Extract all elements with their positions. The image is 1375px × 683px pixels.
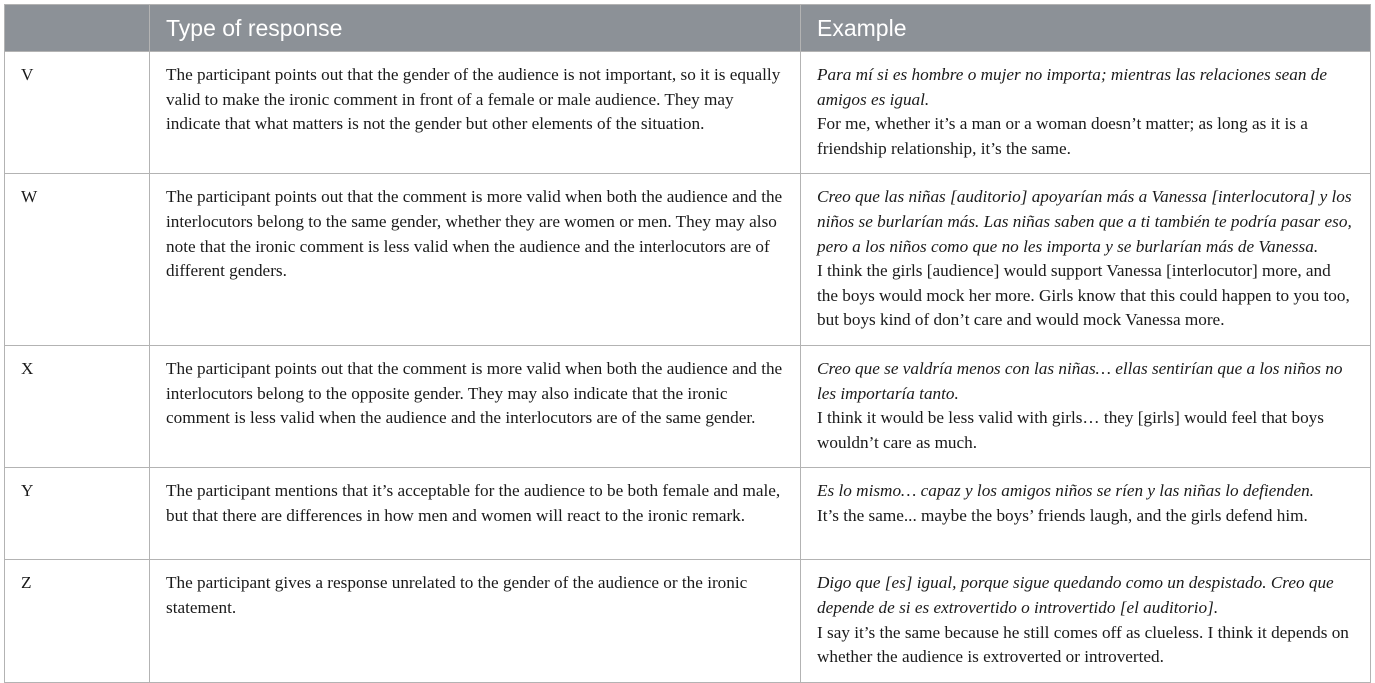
example-english: For me, whether it’s a man or a woman doesn’t matter; as long as it is a friendship relationship, it’s the same. <box>817 114 1308 158</box>
table-row <box>5 52 1371 174</box>
table-row <box>5 345 1371 467</box>
row-type: The participant points out that the comment is more valid when both the audience and the interlocutors belong to the opposite gender. They may also indicate that the ironic comment is less valid when the audience and the interlocutors are of the same gender. <box>150 345 801 467</box>
header-row <box>5 5 1371 52</box>
example-spanish: Creo que se valdría menos con las niñas… ellas sentirían que a los niños no les importaría tanto. <box>817 358 1343 403</box>
row-code: W <box>5 174 150 346</box>
table-row <box>5 560 1371 682</box>
row-code: V <box>5 52 150 174</box>
example-spanish: Es lo mismo… capaz y los amigos niños se ríen y las niñas lo defienden. <box>817 481 1314 501</box>
table-row <box>5 468 1371 560</box>
row-type: The participant gives a response unrelated to the gender of the audience or the ironic statement. <box>150 560 801 682</box>
example-spanish: Para mí si es hombre o mujer no importa; mientras las relaciones sean de amigos es igual. <box>817 65 1328 109</box>
example-english: I think the girls [audience] would support Vanessa [interlocutor] more, and the boys would mock her more. Girls know that this could happen to you too, but boys kind of don’t care and would mock Vanessa more. <box>817 261 1350 330</box>
row-example <box>801 52 1371 174</box>
row-example <box>801 468 1371 560</box>
example-spanish: Creo que las niñas [auditorio] apoyarían más a Vanessa [interlocutora] y los niños se burlarían más. Las niñas saben que a ti también te podría pasar eso, pero a los niños como que no les importa y se burlarían más de Vanessa. <box>817 187 1352 256</box>
row-code: Z <box>5 560 150 682</box>
row-type: The participant points out that the comment is more valid when both the audience and the interlocutors belong to the same gender, whether they are women or men. They may also note that the ironic comment is less valid when the audience and the interlocutors are of different genders. <box>150 174 801 346</box>
header-example: Example <box>801 5 1371 52</box>
example-english: It’s the same... maybe the boys’ friends laugh, and the girls defend him. <box>817 505 1308 525</box>
table-body <box>5 52 1371 683</box>
table-header <box>5 5 1371 52</box>
row-code: X <box>5 345 150 467</box>
row-type: The participant mentions that it’s acceptable for the audience to be both female and male, but that there are differences in how men and women will react to the ironic remark. <box>150 468 801 560</box>
row-example <box>801 174 1371 346</box>
example-english: I say it’s the same because he still comes off as clueless. I think it depends on whether the audience is extroverted or introverted. <box>817 622 1349 667</box>
row-example <box>801 345 1371 467</box>
response-types-table <box>4 4 1371 683</box>
header-code <box>5 5 150 52</box>
example-spanish: Digo que [es] igual, porque sigue quedando como un despistado. Creo que depende de si es extrovertido o introvertido [el auditorio]. <box>817 573 1334 617</box>
table-row <box>5 174 1371 346</box>
row-example <box>801 560 1371 682</box>
example-english: I think it would be less valid with girls… they [girls] would feel that boys wouldn’t care as much. <box>817 408 1324 452</box>
header-type-of-response: Type of response <box>150 5 801 52</box>
row-code: Y <box>5 468 150 560</box>
row-type: The participant points out that the gender of the audience is not important, so it is equally valid to make the ironic comment in front of a female or male audience. They may indicate that what matters is not the gender but other elements of the situation. <box>150 52 801 174</box>
